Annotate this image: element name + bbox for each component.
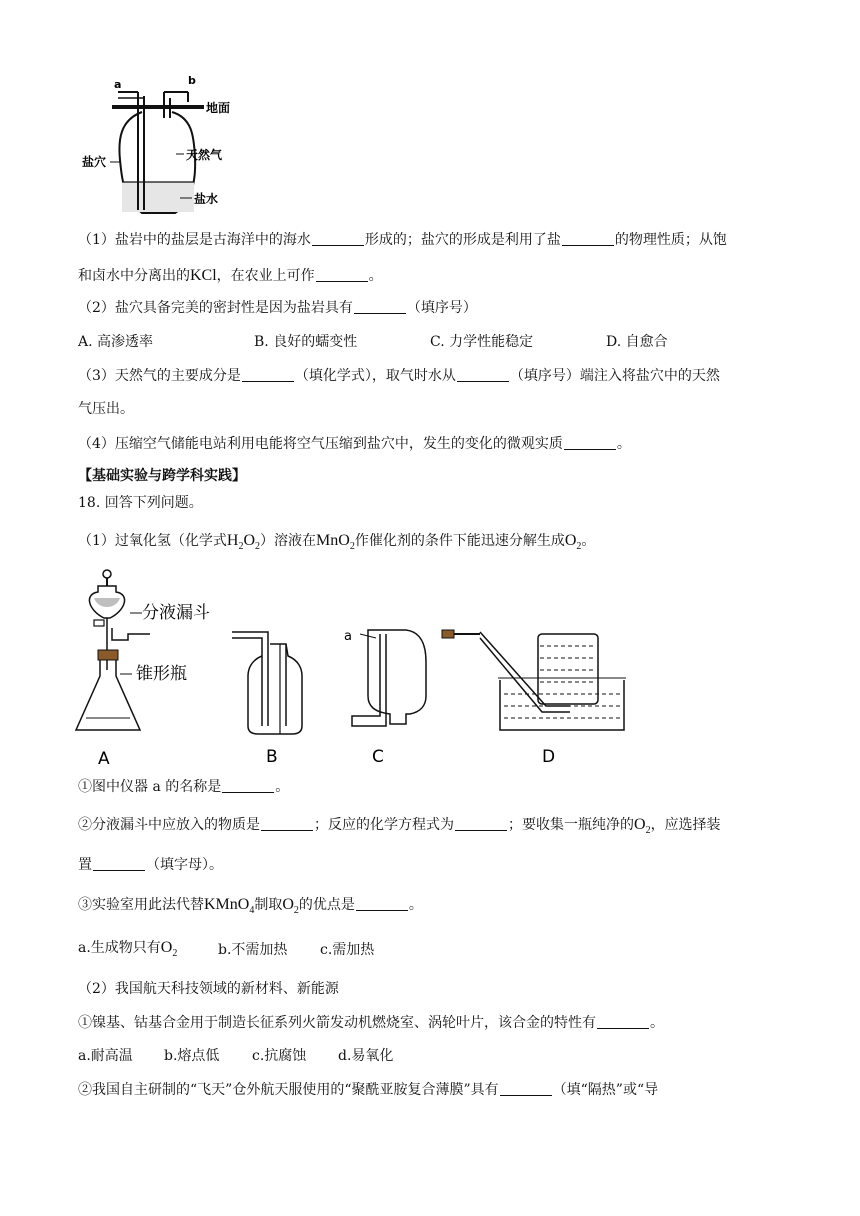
blank[interactable] xyxy=(500,1081,552,1096)
blank[interactable] xyxy=(312,231,364,246)
q17-p1-f: 。 xyxy=(368,268,383,284)
formula-mno2: MnO$_2$ xyxy=(316,532,355,553)
q17-part3-line2: 气压出。 xyxy=(78,401,134,417)
q18-sub2-line2 xyxy=(78,855,223,875)
q18-sub1 xyxy=(78,777,289,797)
formula-h2o2: $H_2O_2$ xyxy=(226,532,261,553)
label-A: A xyxy=(98,749,110,769)
q18-s2-a: ②分液漏斗中应放入的物质是 xyxy=(78,817,260,833)
q18-sub2-line1 xyxy=(78,815,721,841)
q18-p1-d: 。 xyxy=(581,533,596,549)
section-title: 【基础实验与跨学科实践】 xyxy=(78,468,246,484)
q17-part1-line2 xyxy=(78,266,383,286)
fig1-label-b: b xyxy=(188,74,196,87)
option-a: A. 高渗透率 xyxy=(78,334,154,350)
q18-s2-f: （填字母）。 xyxy=(146,857,223,873)
q17-p1-c: 的物理性质；从饱 xyxy=(614,232,727,248)
q18-p1-a: （1）过氧化氢（化学式 xyxy=(78,533,227,549)
q17-p1-e: ，在农业上可作 xyxy=(216,268,315,284)
option-c: C. 力学性能稳定 xyxy=(430,334,534,350)
label-C: C xyxy=(372,747,384,767)
q18-m1-text: ①镍基、钴基合金用于制造长征系列火箭发动机燃烧室、涡轮叶片，该合金的特性有 xyxy=(78,1015,596,1031)
formula-kcl: KCl xyxy=(190,267,217,284)
option-d: D. 自愈合 xyxy=(606,334,668,350)
q17-p4-tail: 。 xyxy=(616,436,631,452)
q18-s2-d: ，应选择装 xyxy=(650,817,721,833)
q18-m2-text: ②我国自主研制的“飞天”仓外航天服使用的“聚酰亚胺复合薄膜”具有 xyxy=(78,1082,499,1098)
q17-p3-c: （填序号）端注入将盐穴中的天然 xyxy=(509,368,720,384)
label-D: D xyxy=(542,747,556,767)
q18-p1-c: 作催化剂的条件下能迅速分解生成 xyxy=(354,533,565,549)
q18-s1: ①图中仪器 a 的名称是 xyxy=(78,779,222,795)
formula-o2: $O_2$ xyxy=(634,816,651,837)
apparatus-c xyxy=(352,630,426,726)
apparatus-d xyxy=(442,630,626,730)
blank[interactable] xyxy=(356,896,408,911)
label-funnel: 分液漏斗 xyxy=(142,603,210,623)
q18-sub3 xyxy=(78,895,423,921)
q18-title: 18. 回答下列问题。 xyxy=(78,495,203,511)
q17-p3-a: （3）天然气的主要成分是 xyxy=(78,368,241,384)
s3-option-c: c.需加热 xyxy=(320,942,375,958)
q17-p3-b: （填化学式），取气时水从 xyxy=(294,368,456,384)
fig1-label-ground: 地面 xyxy=(206,101,231,115)
q18-s1-tail: 。 xyxy=(275,779,290,795)
q18-s3-c: 的优点是 xyxy=(298,897,355,913)
q17-p2: （2）盐穴具备完美的密封性是因为盐岩具有 xyxy=(78,300,353,316)
blank[interactable] xyxy=(222,778,274,793)
q18-s3-a: ③实验室用此法代替 xyxy=(78,897,204,913)
q17-p4: （4）压缩空气储能电站利用电能将空气压缩到盐穴中，发生的变化的微观实质 xyxy=(78,436,563,452)
q18-s2-b: ；反应的化学方程式为 xyxy=(314,817,454,833)
blank[interactable] xyxy=(455,816,507,831)
blank[interactable] xyxy=(242,367,294,382)
fig1-label-cave: 盐穴 xyxy=(82,155,107,169)
blank[interactable] xyxy=(597,1014,649,1029)
q17-p1-d: 和卤水中分离出的 xyxy=(78,268,190,284)
q18-part2: （2）我国航天科技领域的新材料、新能源 xyxy=(78,981,339,997)
formula-o2: $O_2$ xyxy=(282,896,299,917)
option-b: B. 良好的蠕变性 xyxy=(254,334,358,350)
m1-option-b: b.熔点低 xyxy=(164,1048,220,1064)
m1-option-d: d.易氧化 xyxy=(338,1048,394,1064)
blank[interactable] xyxy=(457,367,509,382)
s3-option-b: b.不需加热 xyxy=(218,942,288,958)
q17-p1-b: 形成的；盐穴的形成是利用了盐 xyxy=(364,232,561,248)
apparatus-a xyxy=(76,570,150,730)
blank[interactable] xyxy=(261,816,313,831)
blank[interactable] xyxy=(562,231,614,246)
label-B: B xyxy=(266,747,278,767)
q18-m1 xyxy=(78,1013,664,1033)
q17-p2-tail: （填序号） xyxy=(406,300,477,316)
q18-s3-b: 制取 xyxy=(254,897,283,913)
q17-p1-a: （1）盐岩中的盐层是古海洋中的海水 xyxy=(78,232,311,248)
apparatus-b xyxy=(232,632,302,734)
brine-area xyxy=(122,182,194,212)
formula-o2: $O_2$ xyxy=(564,532,582,553)
q17-part2 xyxy=(78,298,477,318)
fig1-label-brine: 盐水 xyxy=(194,192,219,206)
m1-option-c: c.抗腐蚀 xyxy=(252,1048,307,1064)
q17-part3-line1 xyxy=(78,366,720,386)
blank[interactable] xyxy=(564,435,616,450)
formula-kmno4: KMnO$_4$ xyxy=(204,896,255,917)
label-flask: 锥形瓶 xyxy=(136,664,187,684)
blank[interactable] xyxy=(316,267,368,282)
fig1-label-a: a xyxy=(114,78,122,91)
q17-part4 xyxy=(78,434,631,454)
q18-s3-d: 。 xyxy=(408,897,423,913)
q18-s2-e: 置 xyxy=(78,857,92,873)
blank[interactable] xyxy=(354,299,406,314)
q18-m2-tail: （填“隔热”或“导 xyxy=(552,1082,659,1098)
q18-part1 xyxy=(78,531,595,557)
salt-cave-figure xyxy=(80,70,250,220)
apparatus-figure xyxy=(70,566,630,770)
fig1-label-gas: 天然气 xyxy=(186,148,223,162)
s3-option-a-text: a.生成物只有 xyxy=(78,940,161,956)
q17-part1-line1 xyxy=(78,230,727,250)
q18-m2 xyxy=(78,1080,658,1100)
label-instrument-a: a xyxy=(344,629,352,644)
q18-m1-tail: 。 xyxy=(650,1015,664,1031)
q18-p1-b: ）溶液在 xyxy=(260,533,317,549)
formula-o2: $O_2$ xyxy=(160,939,178,960)
q18-s2-c: ；要收集一瓶纯净的 xyxy=(508,817,634,833)
m1-option-a: a.耐高温 xyxy=(78,1048,133,1064)
blank[interactable] xyxy=(93,856,145,871)
s3-option-a xyxy=(78,938,177,964)
